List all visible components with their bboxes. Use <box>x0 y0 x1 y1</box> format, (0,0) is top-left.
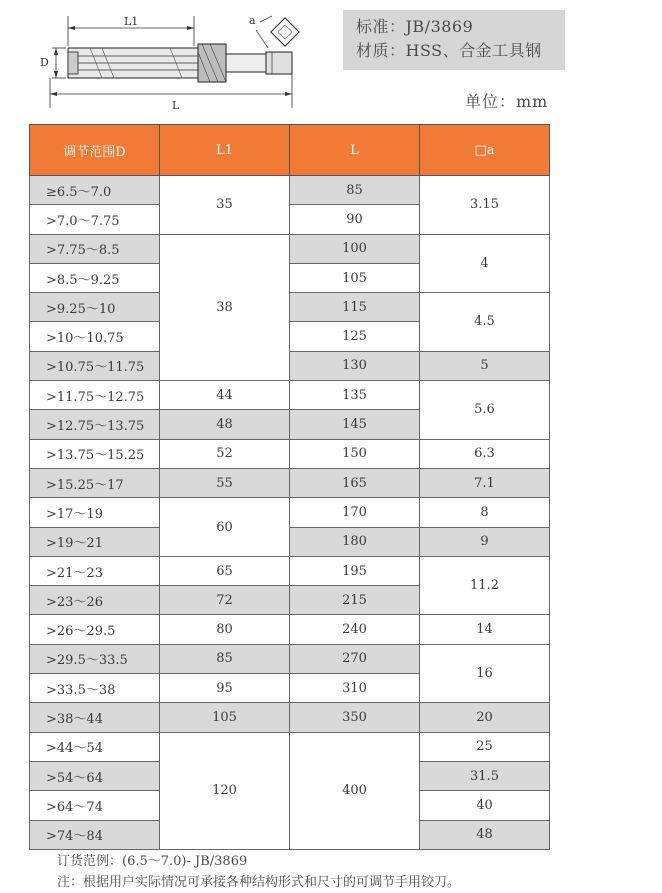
range-cell: >9.25～10 <box>30 293 160 322</box>
l-cell: 150 <box>290 439 420 468</box>
l1-cell: 38 <box>160 234 290 380</box>
l1-cell: 72 <box>160 586 290 615</box>
range-cell: ≥6.5～7.0 <box>30 176 160 205</box>
l-cell: 135 <box>290 381 420 410</box>
a-cell: 31.5 <box>420 761 550 790</box>
range-cell: >29.5～33.5 <box>30 644 160 673</box>
l-cell: 145 <box>290 410 420 439</box>
table-row <box>30 498 550 527</box>
a-cell: 14 <box>420 615 550 644</box>
table-row <box>30 439 550 468</box>
l-cell: 195 <box>290 556 420 585</box>
table-row <box>30 703 550 732</box>
table-row <box>30 732 550 761</box>
l-cell: 125 <box>290 322 420 351</box>
footnote: 注：根据用户实际情况可承接各种结构形式和尺寸的可调节手用铰刀。 <box>57 875 461 890</box>
header-l1: L1 <box>160 125 290 176</box>
l-cell: 180 <box>290 527 420 556</box>
range-cell: >54～64 <box>30 761 160 790</box>
l-dim-label: L <box>172 99 180 112</box>
range-cell: >10.75～11.75 <box>30 351 160 380</box>
l-cell: 90 <box>290 205 420 234</box>
l1-cell: 95 <box>160 674 290 703</box>
range-cell: >38～44 <box>30 703 160 732</box>
l-cell: 85 <box>290 176 420 205</box>
range-cell: >17～19 <box>30 498 160 527</box>
a-cell: 40 <box>420 791 550 820</box>
l-cell: 310 <box>290 674 420 703</box>
table-row <box>30 293 550 322</box>
l1-cell: 44 <box>160 381 290 410</box>
table-row <box>30 644 550 673</box>
a-cell: 48 <box>420 820 550 849</box>
range-cell: >44～54 <box>30 732 160 761</box>
unit-label: 单位：mm <box>465 92 549 111</box>
table-row <box>30 468 550 497</box>
a-cell: 4.5 <box>420 293 550 352</box>
range-cell: >26～29.5 <box>30 615 160 644</box>
material-label: 材质：HSS、合金工具钢 <box>356 41 542 60</box>
l-cell: 240 <box>290 615 420 644</box>
range-cell: >21～23 <box>30 556 160 585</box>
l1-cell: 35 <box>160 176 290 235</box>
range-cell: >11.75～12.75 <box>30 381 160 410</box>
range-cell: >74～84 <box>30 820 160 849</box>
reamer-drawing <box>20 8 310 116</box>
l-cell: 165 <box>290 468 420 497</box>
l-cell: 350 <box>290 703 420 732</box>
l1-cell: 120 <box>160 732 290 849</box>
l1-cell: 65 <box>160 556 290 585</box>
l-cell: 400 <box>290 732 420 849</box>
l-cell: 105 <box>290 263 420 292</box>
a-cell: 16 <box>420 644 550 703</box>
a-cell: 6.3 <box>420 439 550 468</box>
l-cell: 170 <box>290 498 420 527</box>
l-cell: 270 <box>290 644 420 673</box>
range-cell: >15.25～17 <box>30 468 160 497</box>
order-example: 订货范例：(6.5～7.0)- JB/3869 <box>57 854 248 869</box>
a-cell: 9 <box>420 527 550 556</box>
range-cell: >7.75～8.5 <box>30 234 160 263</box>
standard-label: 标准：JB/3869 <box>356 17 474 36</box>
l1-cell: 85 <box>160 644 290 673</box>
l-cell: 115 <box>290 293 420 322</box>
range-cell: >7.0～7.75 <box>30 205 160 234</box>
a-cell: 11.2 <box>420 556 550 615</box>
range-cell: >8.5～9.25 <box>30 263 160 292</box>
range-cell: >12.75～13.75 <box>30 410 160 439</box>
table-header-row <box>30 125 550 176</box>
header-range: 调节范围D <box>30 125 160 176</box>
spec-table <box>29 124 550 850</box>
header-a: □a <box>420 125 550 176</box>
table-row <box>30 615 550 644</box>
l1-cell: 52 <box>160 439 290 468</box>
range-cell: >13.75～15.25 <box>30 439 160 468</box>
a-cell: 3.15 <box>420 176 550 235</box>
table-row <box>30 234 550 263</box>
l-cell: 130 <box>290 351 420 380</box>
range-cell: >19～21 <box>30 527 160 556</box>
l1-cell: 60 <box>160 498 290 557</box>
spec-box <box>343 10 565 70</box>
l1-cell: 48 <box>160 410 290 439</box>
range-cell: >33.5～38 <box>30 674 160 703</box>
a-dim-label: a <box>249 14 256 27</box>
a-cell: 4 <box>420 234 550 293</box>
a-cell: 7.1 <box>420 468 550 497</box>
d-dim-label: D <box>40 56 49 69</box>
range-cell: >10～10.75 <box>30 322 160 351</box>
l1-cell: 55 <box>160 468 290 497</box>
table-row <box>30 381 550 410</box>
l1-cell: 80 <box>160 615 290 644</box>
a-cell: 25 <box>420 732 550 761</box>
l1-dim-label: L1 <box>124 15 139 28</box>
header-l: L <box>290 125 420 176</box>
l-cell: 215 <box>290 586 420 615</box>
table-row <box>30 556 550 585</box>
table-row <box>30 351 550 380</box>
a-cell: 5.6 <box>420 381 550 440</box>
range-cell: >23～26 <box>30 586 160 615</box>
l-cell: 100 <box>290 234 420 263</box>
a-cell: 20 <box>420 703 550 732</box>
range-cell: >64～74 <box>30 791 160 820</box>
table-row <box>30 176 550 205</box>
l1-cell: 105 <box>160 703 290 732</box>
table-row <box>30 527 550 556</box>
a-cell: 8 <box>420 498 550 527</box>
a-cell: 5 <box>420 351 550 380</box>
